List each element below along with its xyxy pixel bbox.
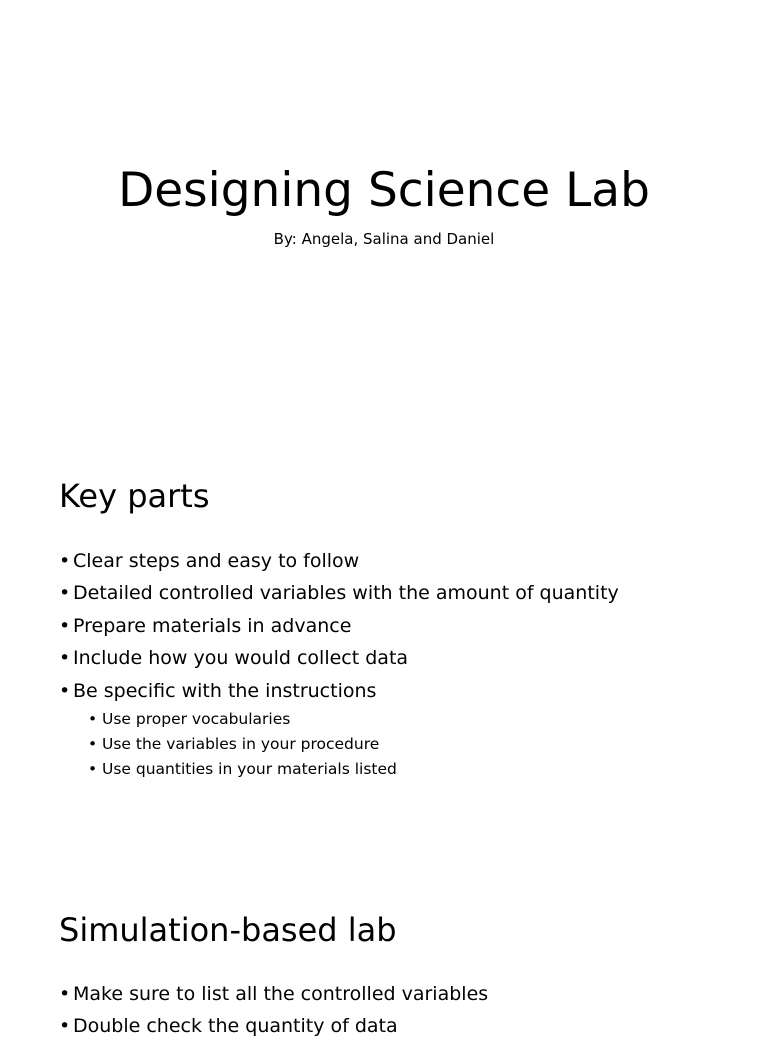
list-item: • Make sure to list all the controlled variables xyxy=(59,978,488,1010)
sub-list-item: • Use the variables in your procedure xyxy=(88,732,619,757)
slide-subtitle: By: Angela, Salina and Daniel xyxy=(273,230,495,248)
list-item: • Double check the quantity of data xyxy=(59,1010,488,1042)
list-item: • Be specific with the instructions xyxy=(59,675,619,707)
key-parts-heading: Key parts xyxy=(59,477,210,515)
list-item: • Include how you would collect data xyxy=(59,642,619,674)
list-item: • Clear steps and easy to follow xyxy=(59,545,619,577)
simulation-lab-heading: Simulation-based lab xyxy=(59,911,397,949)
key-parts-list xyxy=(59,545,619,782)
list-item: • Detailed controlled variables with the amount of quantity xyxy=(59,577,619,609)
list-item: • Prepare materials in advance xyxy=(59,610,619,642)
slide-title: Designing Science Lab xyxy=(118,163,650,218)
simulation-lab-list xyxy=(59,978,488,1043)
sub-list-item: • Use quantities in your materials listed xyxy=(88,757,619,782)
sub-list-item: • Use proper vocabularies xyxy=(88,707,619,732)
